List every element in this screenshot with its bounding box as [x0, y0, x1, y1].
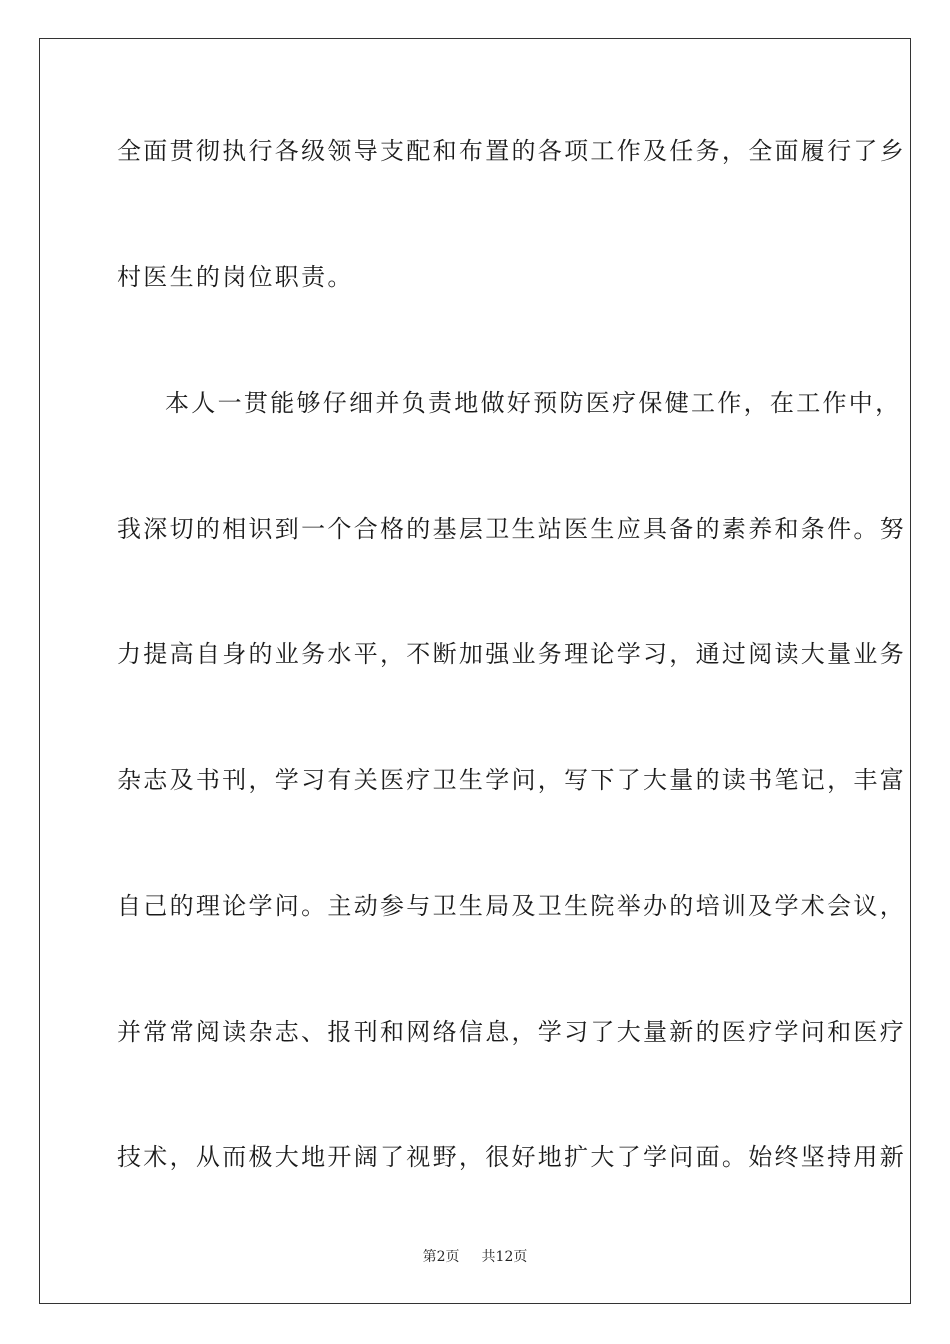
page-number: 第2页	[422, 1249, 460, 1265]
text-line: 村医生的岗位职责。	[117, 263, 354, 291]
text-line: 自己的理论学问。主动参与卫生局及卫生院举办的培训及学术会议，	[117, 892, 906, 920]
total-pages: 共12页	[481, 1249, 528, 1265]
page-footer	[0, 1248, 950, 1266]
paragraph-start-line: 本人一贯能够仔细并负责地做好预防医疗保健工作，在工作中，	[165, 389, 902, 417]
text-line: 并常常阅读杂志、报刊和网络信息，学习了大量新的医疗学问和医疗	[117, 1018, 906, 1046]
text-line: 技术，从而极大地开阔了视野，很好地扩大了学问面。始终坚持用新	[117, 1143, 906, 1171]
page-border	[39, 38, 911, 1304]
text-line: 全面贯彻执行各级领导支配和布置的各项工作及任务，全面履行了乡	[117, 137, 906, 165]
text-line: 杂志及书刊，学习有关医疗卫生学问，写下了大量的读书笔记，丰富	[117, 766, 906, 794]
text-line: 力提高自身的业务水平，不断加强业务理论学习，通过阅读大量业务	[117, 640, 906, 668]
text-line: 我深切的相识到一个合格的基层卫生站医生应具备的素养和条件。努	[117, 515, 906, 543]
